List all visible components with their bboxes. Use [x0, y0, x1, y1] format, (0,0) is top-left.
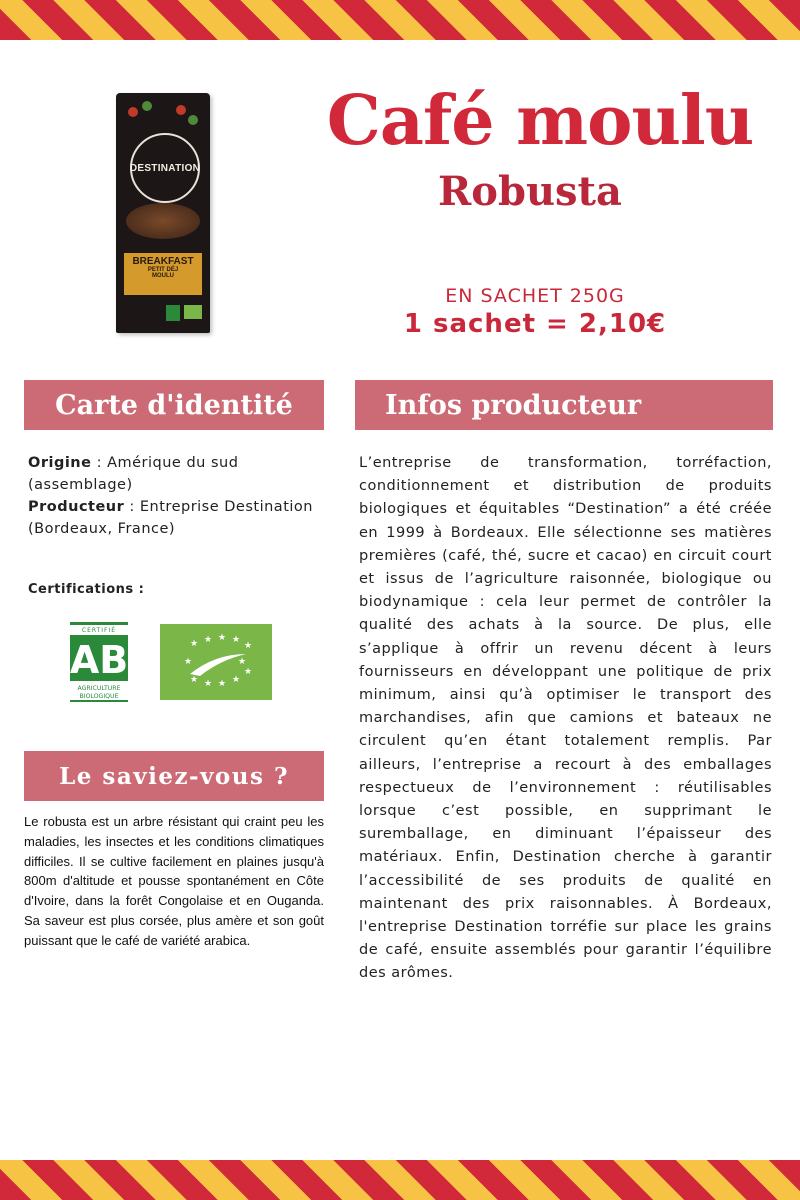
producer-info-text: L’entreprise de transformation, torréfaction, conditionnement et distribution de produits biologiques et équitables “Destination” a été créée en 1999 à Bordeaux. Elle sélectionne ses matières premières (café, thé, sucre et cacao) en circuit court et issus de l’agriculture raisonnée, biologique ou biodynamique : cela leur permet de contrôler la qualité des achats à la source. De plus, elle s’applique à offrir un revenu décent à leurs fournisseurs en développant une politique de prix minimum, ainsi qu’à optimiser le transport des marchandises, afin que camions et bateaux ne circulent qu’en étant totalement remplis. Par ailleurs, l’entreprise a recourt à des emballages respectueux de l’environnement : réutilisables lorsque c’est possible, en supprimant le suremballage, en diminuant l’épaisseur des matériaux. Enfin, Destination cherche à garantir l’accessibilité de ses produits de qualité en maintenant des prix raisonnables. À Bordeaux, l'entreprise Destination torréfie sur place les grains de café, ensuite assemblés pour garantir l’équilibre des arômes. — [359, 455, 772, 982]
did-you-know-text: Le robusta est un arbre résistant qui craint peu les maladies, les insectes et les conditions climatiques difficiles. Il se cultive facilement en plaines jusqu'à 800m d'altitude et pousse spontanément en Côte d'Ivoire, dans la forêt Congolaise et en Ouganda. Sa saveur est plus corsée, plus amère et son goût puissant que le café de variété arabica. — [24, 814, 324, 948]
leaf-decoration — [188, 115, 198, 125]
identity-header — [24, 380, 324, 430]
ab-mark-text: AB — [69, 638, 129, 682]
leaf-decoration — [142, 101, 152, 111]
berry-decoration — [176, 105, 186, 115]
coffee-bag-image — [116, 93, 210, 333]
bag-ab-logo — [166, 305, 180, 321]
svg-text:★: ★ — [218, 679, 227, 689]
product-title: Café moulu — [326, 81, 754, 161]
top-stripe-border — [0, 0, 800, 40]
ab-top-text: CERTIFIÉ — [81, 627, 117, 634]
svg-text:★: ★ — [232, 675, 241, 685]
bottom-stripe-border — [0, 1160, 800, 1200]
svg-text:★: ★ — [218, 633, 227, 643]
producer-label: Producteur — [28, 499, 125, 515]
bag-label-line3: MOULU — [152, 273, 174, 279]
producer-header — [355, 380, 773, 430]
did-you-know-header — [24, 751, 324, 801]
svg-text:★: ★ — [232, 635, 241, 645]
producer-value: : Entreprise Destination (Bordeaux, France) — [28, 499, 313, 537]
berry-decoration — [128, 107, 138, 117]
origin-value: : Amérique du sud (assemblage) — [28, 455, 239, 493]
svg-text:★: ★ — [204, 679, 213, 689]
producer-header-label: Infos producteur — [385, 389, 642, 421]
bag-label-line2: PETIT DÉJ — [147, 267, 179, 273]
svg-text:★: ★ — [204, 635, 213, 645]
bag-label — [124, 253, 202, 295]
svg-text:★: ★ — [190, 675, 199, 685]
ab-certification-icon — [68, 620, 130, 704]
ab-bottom-text1: AGRICULTURE — [77, 685, 121, 692]
certifications-label: Certifications : — [28, 582, 145, 597]
identity-header-label: Carte d'identité — [55, 389, 293, 421]
did-you-know-header-label: Le saviez-vous ? — [59, 762, 289, 790]
svg-text:★: ★ — [190, 639, 199, 649]
bag-brand-circle — [130, 133, 200, 203]
svg-text:★: ★ — [244, 641, 253, 651]
svg-text:★: ★ — [184, 657, 193, 667]
bag-brand-text: DESTINATION — [129, 162, 201, 174]
bag-label-line1: BREAKFAST — [132, 256, 194, 267]
identity-details — [28, 452, 324, 540]
price-text: 1 sachet = 2,10€ — [403, 309, 667, 339]
origin-label: Origine — [28, 455, 92, 471]
bag-eu-logo — [184, 305, 202, 319]
packaging-text: EN SACHET 250G — [445, 285, 625, 307]
ground-coffee-picture — [126, 203, 200, 239]
svg-text:★: ★ — [238, 657, 247, 667]
ab-bottom-text2: BIOLOGIQUE — [79, 693, 119, 700]
svg-text:★: ★ — [244, 667, 253, 677]
product-subtitle: Robusta — [438, 168, 622, 215]
eu-organic-leaf-icon — [160, 624, 272, 700]
